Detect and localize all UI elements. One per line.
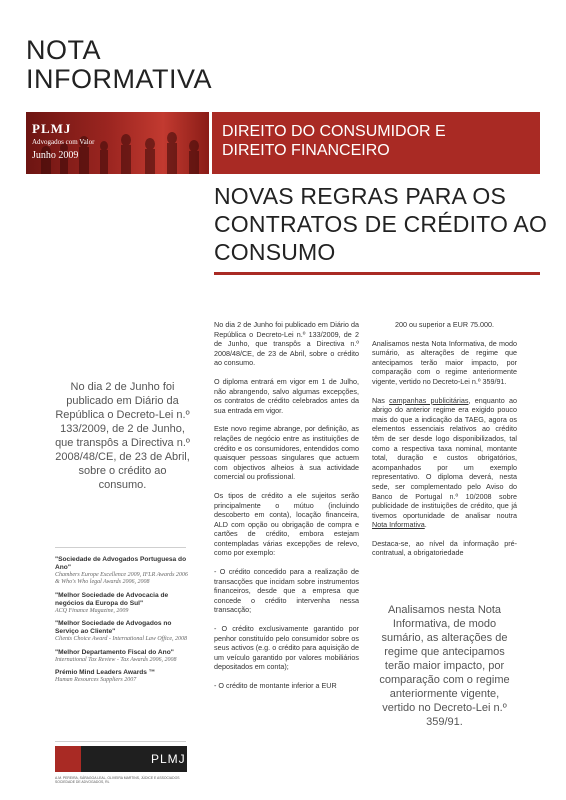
footer-divider [55, 741, 186, 742]
award-item [55, 649, 190, 664]
awards-list [55, 556, 190, 689]
paragraph: O diploma entrará em vigor em 1 de Julho, não abrangendo, salvo algumas excepções, os contratos de crédito celebrados antes da sua entrada em vigor. [214, 376, 359, 415]
article-headline [214, 182, 547, 266]
masthead-title [26, 36, 212, 94]
award-source: International Tax Review - Tax Awards 2006, 2008 [55, 656, 177, 663]
award-source: Human Resources Suppliers 2007 [55, 677, 137, 684]
headline-line-3: CONSUMO [214, 239, 336, 265]
issue-date: Junho 2009 [32, 150, 79, 161]
paragraph [372, 396, 517, 530]
award-source: ACQ Finance Magazine, 2009 [55, 607, 129, 614]
pullquote-right: Analisamos nesta Nota Informativa, de modo sumário, as alterações de regime que antecipamos terão maior impacto, por comparação com o regime anteriormente vigente, vertido no Decreto-Lei n.º 359/91. [379, 604, 510, 728]
award-item [55, 556, 190, 587]
footer-red-block [55, 746, 81, 772]
award-item [55, 669, 190, 684]
nota-informativa-link[interactable]: Nota Informativa [372, 520, 425, 530]
award-name: "Melhor Sociedade de Advogados no Serviço ao Cliente" [55, 620, 172, 636]
banner-divider [209, 112, 212, 174]
footer-firm-name: A.M. PEREIRA, SÁRAGGA LEAL, OLIVEIRA MARTINS, JÚDICE E ASSOCIADOS SOCIEDADE DE ADVOGADOS, RL [55, 776, 180, 785]
paragraph: Este novo regime abrange, por definição, as relações de negócio entre as instituições de crédito e os consumidores, entendidos como quaisquer pessoas singulares que actuem com objectivos alheios à sua actividade comercial ou profissional. [214, 424, 359, 482]
paragraph: - O crédito de montante inferior a EUR [214, 681, 337, 690]
text-span: Nas [372, 395, 390, 405]
award-name: Prémio Mind Leaders Awards ™ [55, 669, 156, 677]
pullquote-left: No dia 2 de Junho foi publicado em Diário da República o Decreto-Lei n.º 133/2009, de 2 de Junho, que transpôs a Directiva n.º 2008/48/CE, de 23 de Abril, sobre o crédito ao consumo. [55, 381, 190, 491]
section-line-1: DIREITO DO CONSUMIDOR E [222, 123, 446, 140]
text-span: . [424, 520, 427, 530]
masthead-line-1: NOTA [26, 35, 101, 65]
award-name: "Melhor Sociedade de Advocacia de negócios da Europa do Sul" [55, 591, 169, 607]
banner-photo [26, 112, 209, 174]
paragraph: - O crédito concedido para a realização de transacções que incidam sobre instrumentos financeiros, desde que a empresa que concede o crédito intervenha nessa transacção; [214, 567, 359, 615]
paragraph: Analisamos nesta Nota Informativa, de modo sumário, as alterações de regime que antecipamos terão maior impacto, por comparação com o regime anteriormente vigente, vertido no Decreto-Lei n.º 359/91. [372, 338, 517, 386]
award-name: "Sociedade de Advogados Portuguesa do Ano" [55, 556, 187, 571]
footer-logo: PLMJ [151, 752, 186, 766]
paragraph: 200 ou superior a EUR 75.000. [394, 320, 495, 329]
award-name: "Melhor Departamento Fiscal do Ano" [55, 648, 174, 656]
footer-logo-bar [55, 746, 187, 772]
award-source: Clients Choice Award - International Law Office, 2008 [55, 636, 187, 643]
campanhas-link[interactable]: campanhas publicitárias [389, 395, 469, 405]
section-line-2: DIREITO FINANCEIRO [222, 142, 390, 159]
brand-tagline: Advogados com Valor [32, 138, 95, 146]
section-title [222, 122, 446, 160]
award-item [55, 592, 190, 615]
brand-block [32, 121, 94, 161]
article-column-1 [214, 320, 359, 700]
award-item [55, 620, 190, 643]
headline-rule [214, 272, 540, 275]
brand-logo: PLMJ [32, 121, 72, 136]
text-span: , enquanto ao abrigo do anterior regime era exigido pouco mais do que a indicação da TAEG, agora os elementos essenciais relativos ao crédito têm de ser desde logo disponibilizados, tal como a respectiva taxa nominal, montante total, duração e custos obrigatórios, acompanhados por um exemplo representativo. O diploma deverá, nesta sede, ser complementado pelo Aviso do Banco de Portugal n.º 10/2008 sobre publicidade de instituições de crédito, que já tivemos oportunidade de analisar noutra [372, 395, 518, 520]
paragraph: - O crédito exclusivamente garantido por penhor constituído pelo consumidor sobre os seus activos (e.g. o crédito para aquisição de um veículo garantido por valores mobiliários depositados em conta); [214, 624, 359, 672]
masthead-line-2: INFORMATIVA [26, 64, 212, 94]
award-source: Chambers Europe Excellence 2009, IFLR Awards 2006 & Who's Who legal Awards 2006, 2008 [55, 572, 188, 586]
headline-line-2: CONTRATOS DE CRÉDITO AO [214, 211, 548, 237]
paragraph: No dia 2 de Junho foi publicado em Diário da República o Decreto-Lei n.º 133/2009, de 2 de Junho, que transpôs a Directiva n.º 2008/48/CE, de 23 de Abril, sobre o crédito ao consumo. [214, 320, 359, 368]
headline-line-1: NOVAS REGRAS PARA OS [214, 183, 507, 209]
paragraph: Os tipos de crédito a ele sujeitos serão principalmente o mútuo (incluindo descoberto em conta), locação financeira, ALD com opção ou obrigação de compra e cartões de crédito, embora estejam contempladas várias excepções de relevo, como por exemplo: [214, 490, 359, 558]
awards-divider [55, 547, 186, 548]
paragraph: Destaca-se, ao nível da informação pré-contratual, a obrigatoriedade [372, 538, 517, 558]
header-banner [26, 112, 540, 174]
article-column-2 [372, 320, 517, 567]
